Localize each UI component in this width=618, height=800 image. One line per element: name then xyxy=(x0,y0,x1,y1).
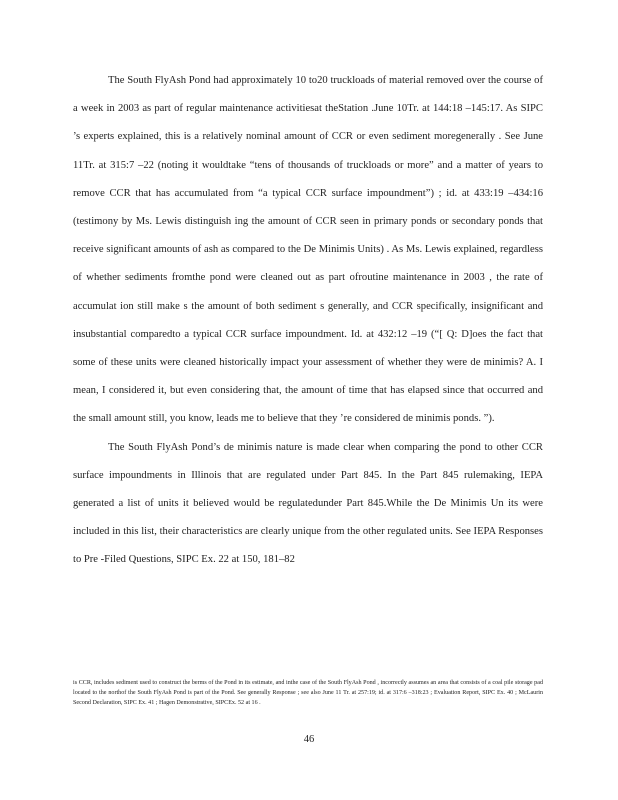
footnote: is CCR, includes sediment used to construct the berms of the Pond in its estimate, and inthe case of the South FlyAsh Pond , incorrectly assumes an area that consists of a coal pile storage pad located to the northof the South FlyAsh Pond is part of the Pond. See generally Response ; see also June 11 Tr. at 257:19; id. at 317:6 –318:23 ; Evaluation Report, SIPC Ex. 40 ; McLaurin Second Declaration, SIPC Ex. 41 ; Hagen Demonstrative, SIPCEx. 52 at 16 . xyxy=(73,680,543,707)
body-text xyxy=(73,67,543,575)
paragraph-1: The South FlyAsh Pond had approximately 10 to20 truckloads of material removed over the course of a week in 2003 as part of regular maintenance activitiesat theStation .June 10Tr. at 144:18 –145:17. As SIPC ’s experts explained, this is a relatively nominal amount of CCR or even sediment moregenerally . See June 11Tr. at 315:7 –22 (noting it wouldtake “tens of thousands of truckloads or more” and a matter of years to remove CCR that has accumulated from “a typical CCR surface impoundment”) ; id. at 433:19 –434:16 (testimony by Ms. Lewis distinguish ing the amount of CCR seen in primary ponds or secondary ponds that receive significant amounts of ash as compared to the De Minimis Units) . As Ms. Lewis explained, regardless of whether sediments fromthe pond were cleaned out as part ofroutine maintenance in 2003 , the rate of accumulat ion still make s the amount of both sediment s generally, and CCR specifically, insignificant and insubstantial comparedto a typical CCR surface impoundment. Id. at 432:12 –19 (“[ Q: D]oes the fact that some of these units were cleaned historically impact your assessment of whether they were de minimis? A. I mean, I considered it, but even considering that, the amount of time that has elapsed since that occurred and the small amount still, you know, leads me to believe that they ’re considered de minimis ponds. ”). xyxy=(73,75,543,425)
page-number: 46 xyxy=(303,734,315,745)
paragraph-2: The South FlyAsh Pond’s de minimis nature is made clear when comparing the pond to other CCR surface impoundments in Illinois that are regulated under Part 845. In the Part 845 rulemaking, IEPA generated a list of units it believed would be regulatedunder Part 845.While the De Minimis Un its were included in this list, their characteristics are clearly unique from the other regulated units. See IEPA Responses to Pre -Filed Questions, SIPC Ex. 22 at 150, 181–82 xyxy=(73,441,543,566)
